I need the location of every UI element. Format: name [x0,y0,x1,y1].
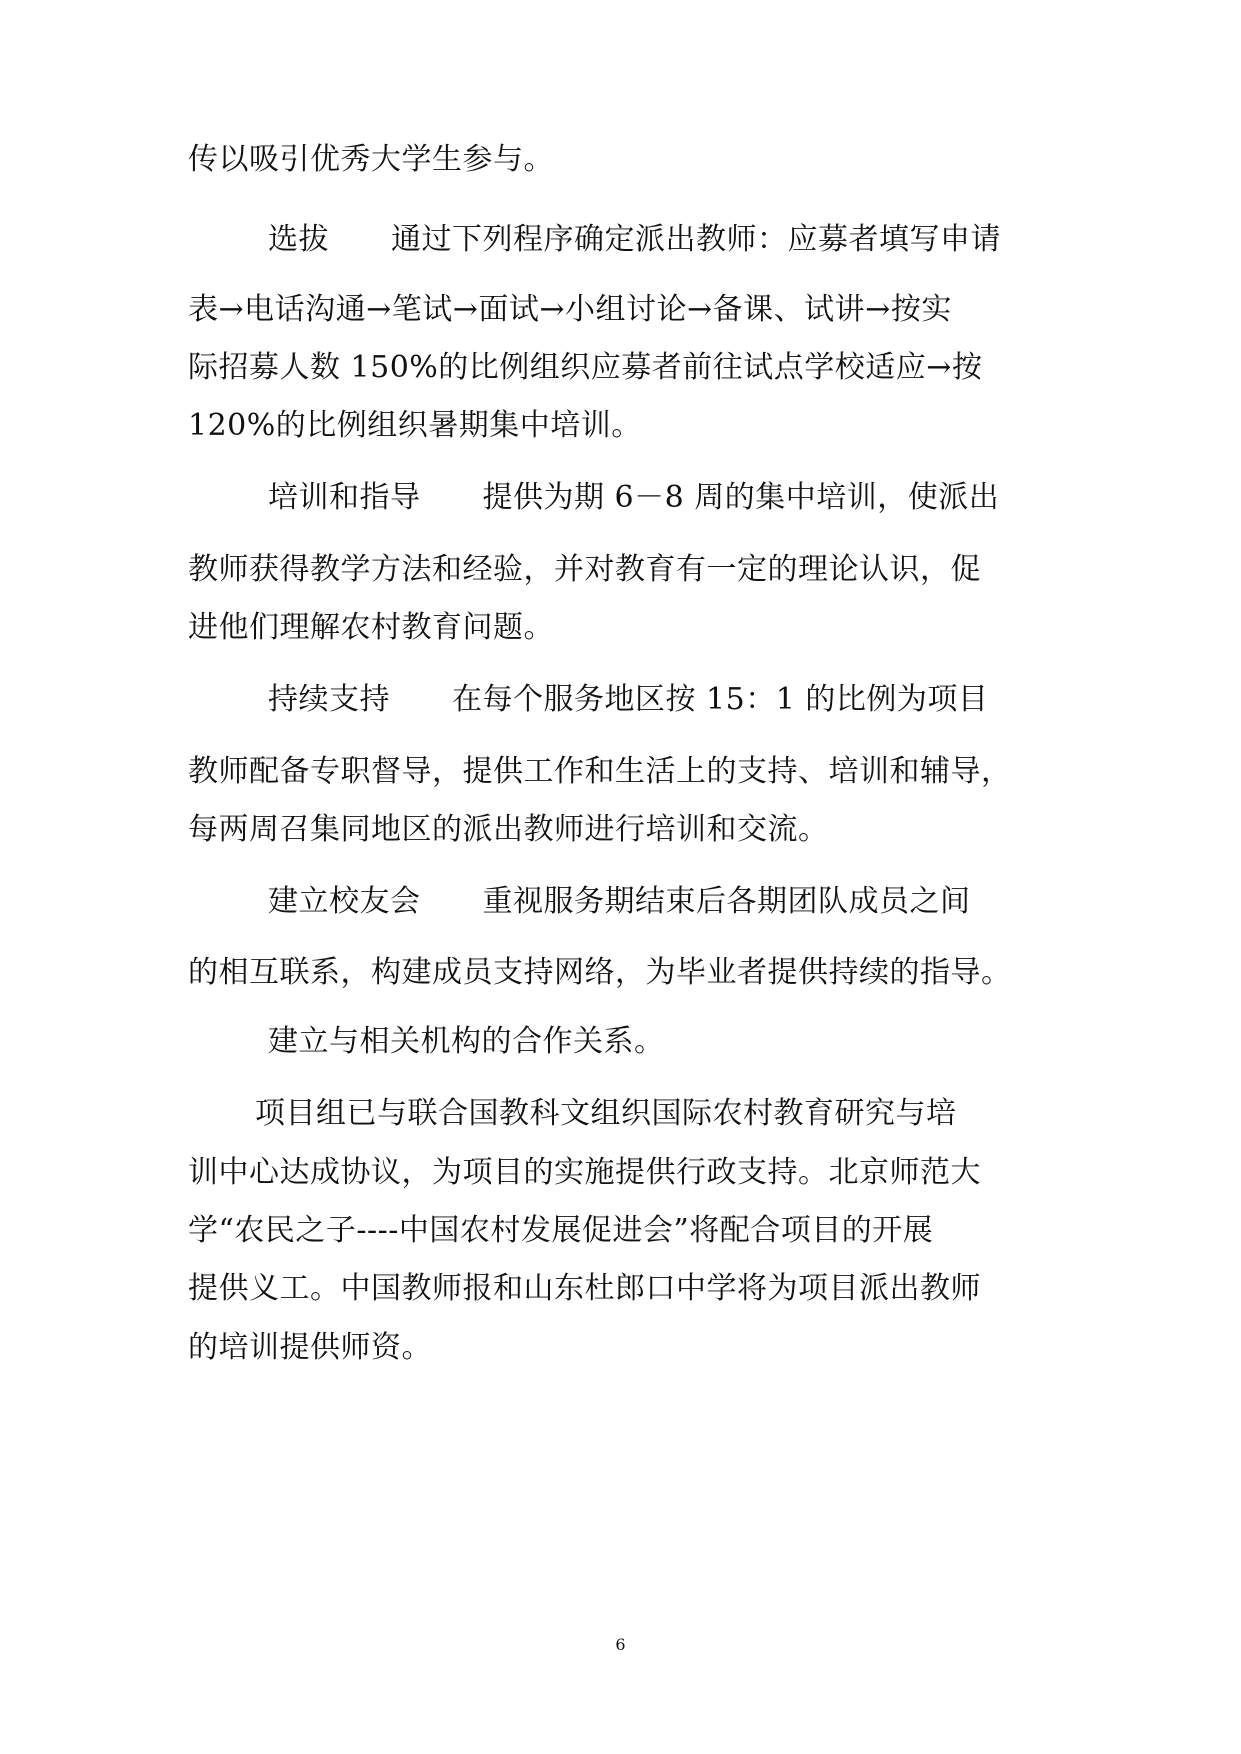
selection-line-3: 际招募人数 150%的比例组织应募者前往试点学校适应→按 [188,350,983,385]
support-line-2: 教师配备专职督导，提供工作和生活上的支持、培训和辅导， [188,754,1012,789]
selection-line-4: 120%的比例组织暑期集中培训。 [188,408,642,443]
training-heading: 培训和指导 [268,480,421,515]
alumni-paragraph-first-line [268,882,971,922]
selection-paragraph-first-line [268,220,1001,260]
selection-line-1: 通过下列程序确定派出教师：应募者填写申请 [391,222,1001,257]
alumni-line-1: 重视服务期结束后各期团队成员之间 [482,884,971,919]
page-number: 6 [615,1635,626,1654]
selection-line-2: 表→电话沟通→笔试→面试→小组讨论→备课、试讲→按实 [188,292,952,327]
partners-line-1: 项目组已与联合国教科文组织国际农村教育研究与培 [255,1096,957,1131]
training-line-1: 提供为期 6－8 周的集中培训，使派出 [482,480,1000,515]
support-line-1: 在每个服务地区按 15：1 的比例为项目 [452,682,989,717]
support-paragraph-first-line [268,680,988,720]
training-paragraph-first-line [268,478,999,518]
alumni-heading: 建立校友会 [268,884,421,919]
cooperation-line-1: 建立与相关机构的合作关系。 [268,1024,665,1059]
intro-line-1: 传以吸引优秀大学生参与。 [188,142,554,177]
training-line-3: 进他们理解农村教育问题。 [188,610,554,645]
support-heading: 持续支持 [268,682,390,717]
support-line-3: 每两周召集同地区的派出教师进行培训和交流。 [188,812,829,847]
partners-line-4: 提供义工。中国教师报和山东杜郎口中学将为项目派出教师 [188,1271,981,1306]
training-line-2: 教师获得教学方法和经验，并对教育有一定的理论认识，促 [188,552,981,587]
alumni-line-2: 的相互联系，构建成员支持网络，为毕业者提供持续的指导。 [188,955,1012,990]
selection-heading: 选拔 [268,222,329,257]
partners-line-3: 学“农民之子----中国农村发展促进会”将配合项目的开展 [188,1213,934,1248]
partners-line-2: 训中心达成协议，为项目的实施提供行政支持。北京师范大 [188,1155,981,1190]
partners-line-5: 的培训提供师资。 [188,1330,432,1365]
